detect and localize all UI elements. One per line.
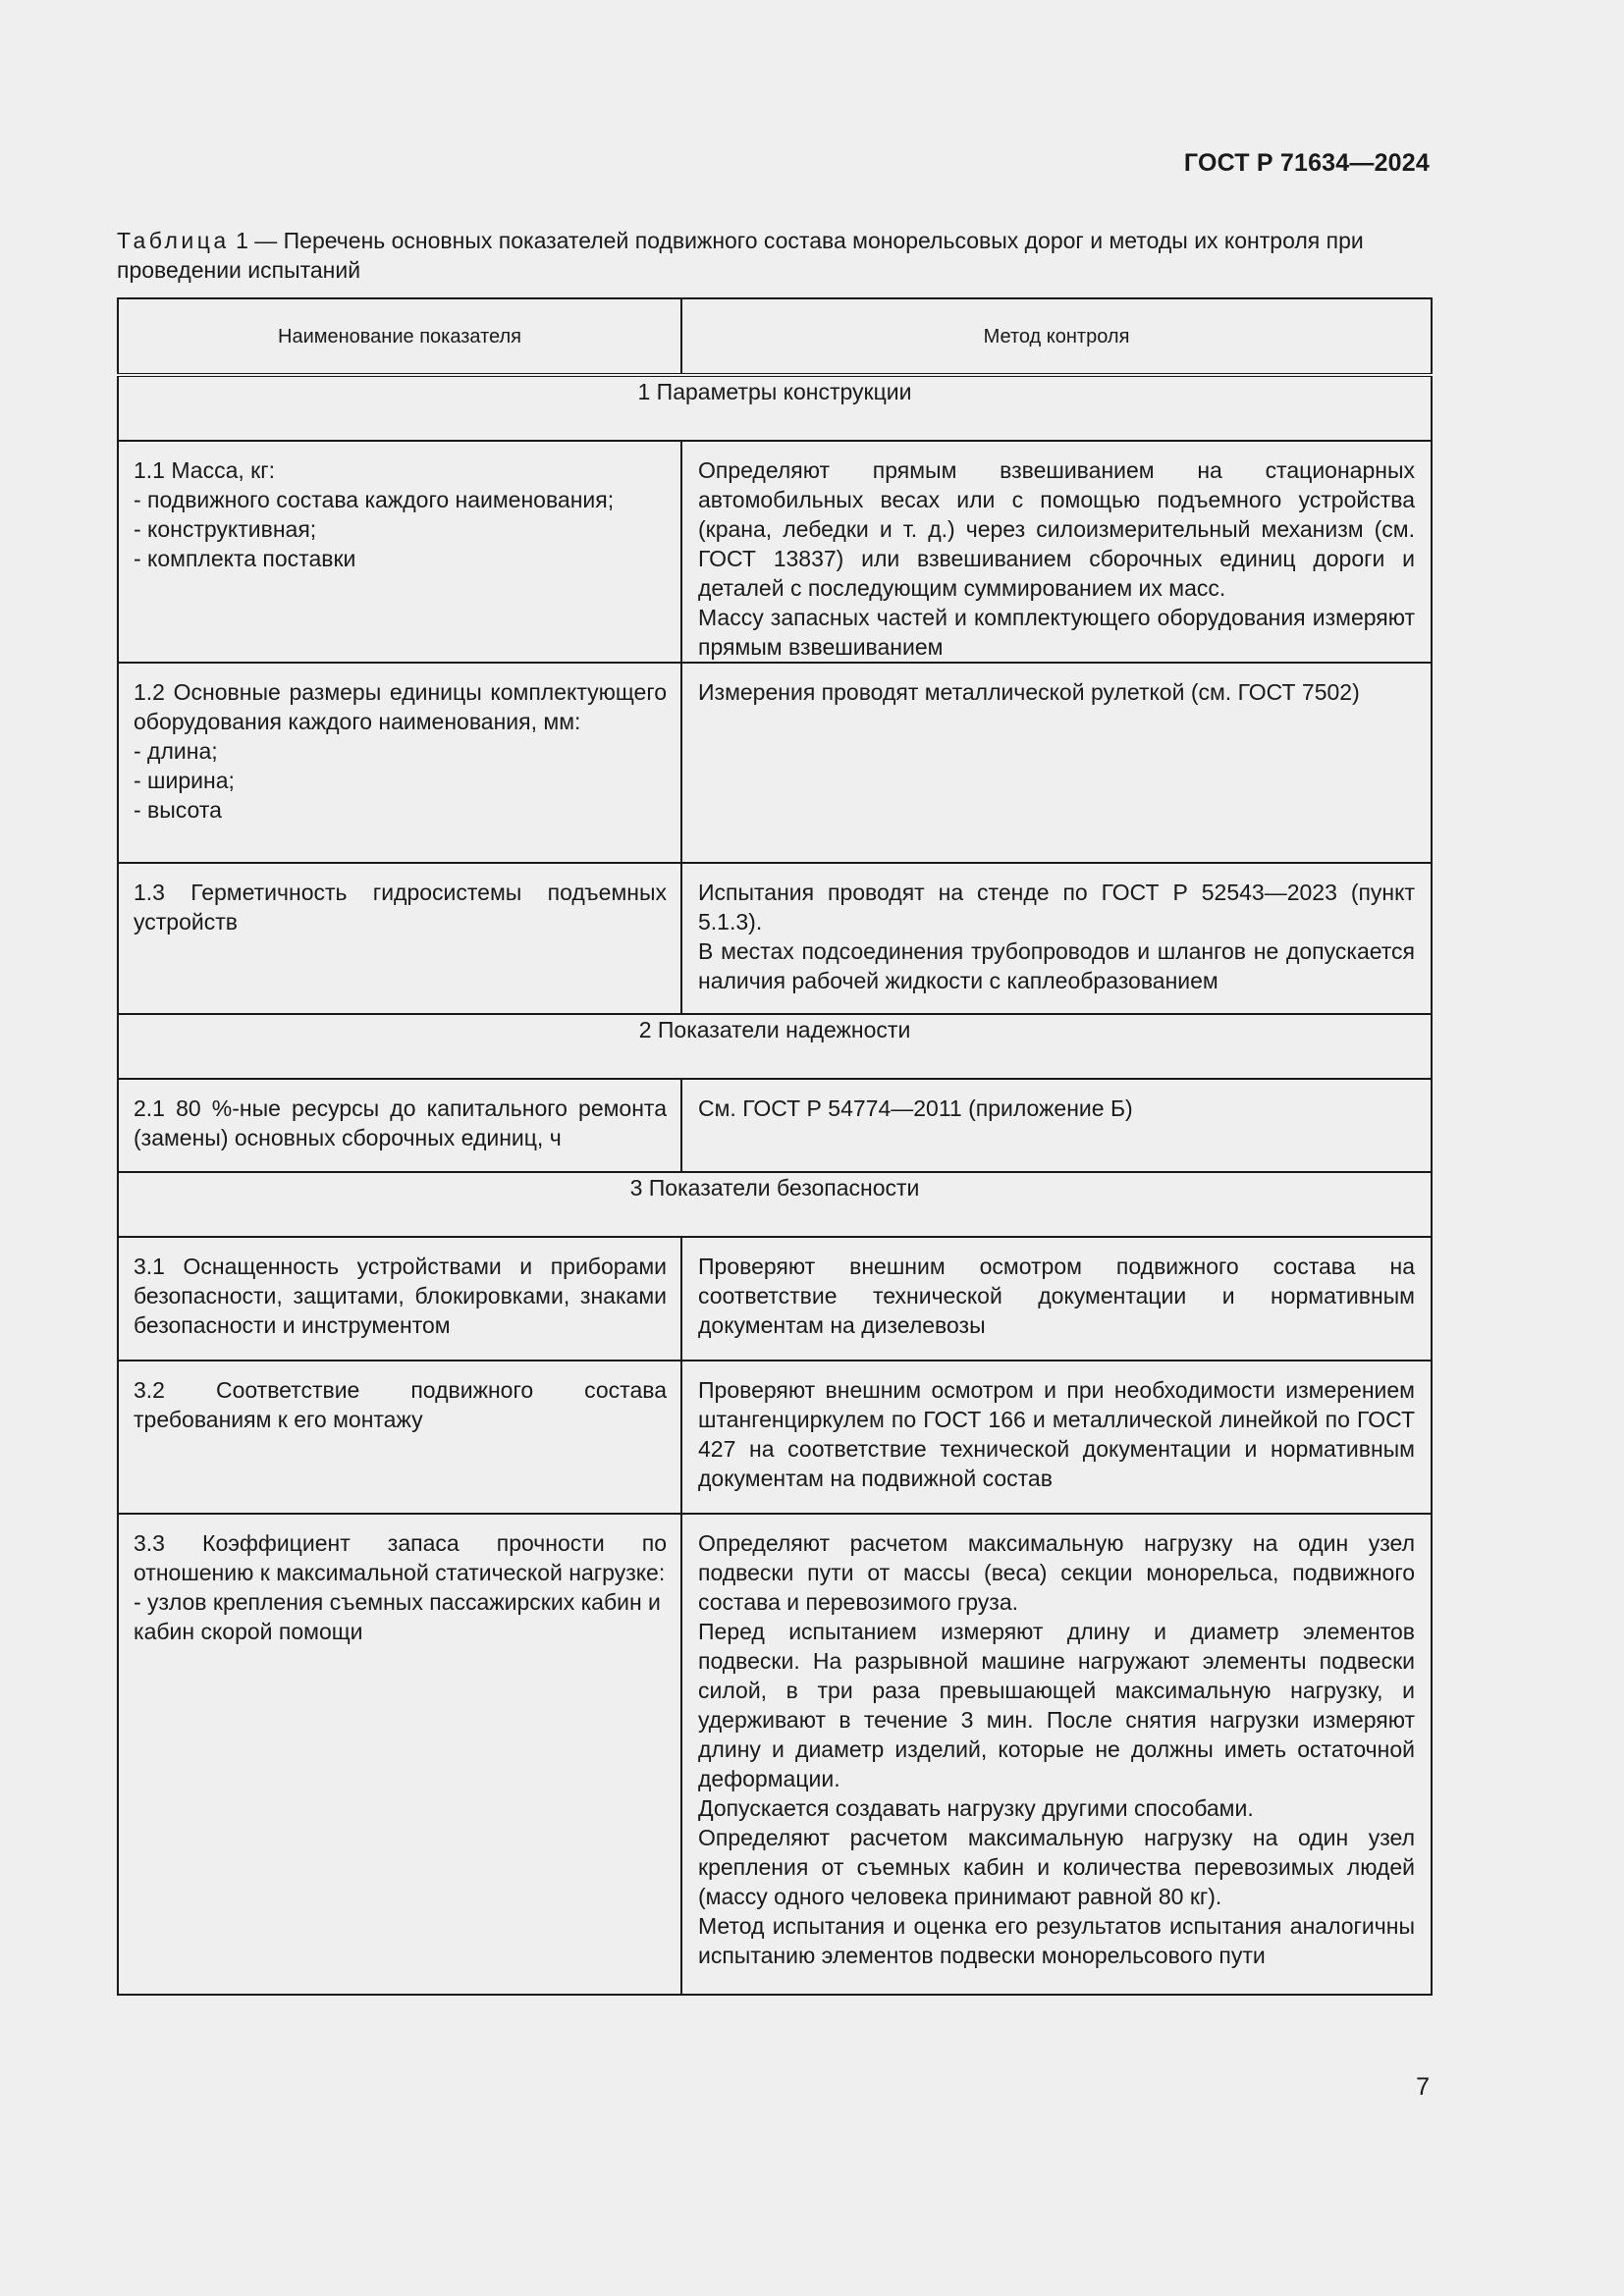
indicator-cell: [118, 663, 681, 863]
table-row: [118, 1361, 1432, 1514]
indicator-line: - комплекта поставки: [134, 546, 356, 571]
section-title: 1 Параметры конструкции: [118, 375, 1432, 441]
table-header-row: [118, 298, 1432, 375]
method-cell: [681, 663, 1432, 863]
method-cell: [681, 1079, 1432, 1172]
column-header-indicator: Наименование показателя: [118, 298, 681, 375]
indicator-line: 1.1 Масса, кг:: [134, 457, 275, 483]
method-paragraph: Определяют расчетом максимальную нагрузку на один узел крепления от съемных кабин и количества перевозимых людей (массу одного человека принимают равной 80 кг).: [698, 1825, 1415, 1909]
indicator-line: 1.2 Основные размеры единицы комплектующего оборудования каждого наименования, мм:: [134, 679, 667, 734]
method-paragraph: Массу запасных частей и комплектующего оборудования измеряют прямым взвешиванием: [698, 605, 1415, 660]
method-paragraph: Проверяют внешним осмотром и при необходимости измерением штангенциркулем по ГОСТ 166 и металлической линейкой по ГОСТ 427 на соответствие технической документации и нормативным документам на подвижной состав: [698, 1377, 1415, 1491]
indicator-cell: [118, 1237, 681, 1361]
method-paragraph: Определяют прямым взвешиванием на стационарных автомобильных весах или с помощью подъемного устройства (крана, лебедки и т. д.) через силоизмерительный механизм (см. ГОСТ 13837) или взвешиванием сборочных единиц дороги и деталей с последующим суммированием их масс.: [698, 457, 1415, 601]
method-paragraph: Измерения проводят металлической рулеткой (см. ГОСТ 7502): [698, 679, 1360, 705]
page-number: 7: [1416, 2073, 1430, 2101]
indicator-line: 3.2 Соответствие подвижного состава требованиям к его монтажу: [134, 1377, 667, 1432]
indicator-cell: [118, 441, 681, 663]
table-caption-text: 1 — Перечень основных показателей подвижного состава монорельсовых дорог и методы их контроля при проведении испытаний: [117, 228, 1364, 283]
column-header-method: Метод контроля: [681, 298, 1432, 375]
table-body: [118, 375, 1432, 1995]
indicators-table: [117, 297, 1433, 1996]
indicator-line: 3.3 Коэффициент запаса прочности по отношению к максимальной статической нагрузке:: [134, 1530, 667, 1585]
section-title: 2 Показатели надежности: [118, 1014, 1432, 1079]
method-paragraph: Испытания проводят на стенде по ГОСТ Р 52543—2023 (пункт 5.1.3).: [698, 880, 1415, 934]
indicator-line: - узлов крепления съемных пассажирских кабин и кабин скорой помощи: [134, 1589, 661, 1644]
section-title: 3 Показатели безопасности: [118, 1172, 1432, 1237]
table-row: [118, 1237, 1432, 1361]
table-row: [118, 1079, 1432, 1172]
method-paragraph: Метод испытания и оценка его результатов испытания аналогичны испытанию элементов подвески монорельсового пути: [698, 1913, 1415, 1968]
indicator-line: - конструктивная;: [134, 516, 317, 542]
method-cell: [681, 1514, 1432, 1995]
indicator-line: 1.3 Герметичность гидросистемы подъемных устройств: [134, 880, 667, 934]
method-cell: [681, 863, 1432, 1014]
method-paragraph: Определяют расчетом максимальную нагрузку на один узел подвески пути от массы (веса) секции монорельса, подвижного состава и перевозимого груза.: [698, 1530, 1415, 1615]
section-row: [118, 375, 1432, 441]
indicator-line: 2.1 80 %-ные ресурсы до капитального ремонта (замены) основных сборочных единиц, ч: [134, 1095, 667, 1150]
method-paragraph: В местах подсоединения трубопроводов и шлангов не допускается наличия рабочей жидкости с каплеобразованием: [698, 938, 1415, 993]
table-caption-label: Таблица: [117, 228, 230, 253]
document-code: ГОСТ Р 71634—2024: [1183, 149, 1430, 177]
method-paragraph: См. ГОСТ Р 54774—2011 (приложение Б): [698, 1095, 1133, 1121]
table-row: [118, 1514, 1432, 1995]
indicator-line: - подвижного состава каждого наименования;: [134, 487, 615, 512]
indicator-line: - ширина;: [134, 768, 235, 793]
method-paragraph: Проверяют внешним осмотром подвижного состава на соответствие технической документации и нормативным документам на дизелевозы: [698, 1254, 1415, 1338]
indicator-cell: [118, 1361, 681, 1514]
method-paragraph: Допускается создавать нагрузку другими способами.: [698, 1795, 1254, 1821]
indicator-line: - высота: [134, 797, 222, 823]
method-cell: [681, 441, 1432, 663]
indicator-cell: [118, 1514, 681, 1995]
indicator-line: 3.1 Оснащенность устройствами и приборами безопасности, защитами, блокировками, знаками безопасности и инструментом: [134, 1254, 667, 1338]
table-row: [118, 441, 1432, 663]
section-row: [118, 1014, 1432, 1079]
method-cell: [681, 1361, 1432, 1514]
table-row: [118, 663, 1432, 863]
indicator-cell: [118, 1079, 681, 1172]
indicator-line: - длина;: [134, 738, 218, 764]
indicator-cell: [118, 863, 681, 1014]
table-row: [118, 863, 1432, 1014]
method-cell: [681, 1237, 1432, 1361]
method-paragraph: Перед испытанием измеряют длину и диаметр элементов подвески. На разрывной машине нагружают элементы подвески силой, в три раза превышающей максимальную нагрузку, и удерживают в течение 3 мин. После снятия нагрузки измеряют длину и диаметр изделий, которые не должны иметь остаточной деформации.: [698, 1619, 1415, 1791]
table-caption: [117, 226, 1431, 285]
section-row: [118, 1172, 1432, 1237]
